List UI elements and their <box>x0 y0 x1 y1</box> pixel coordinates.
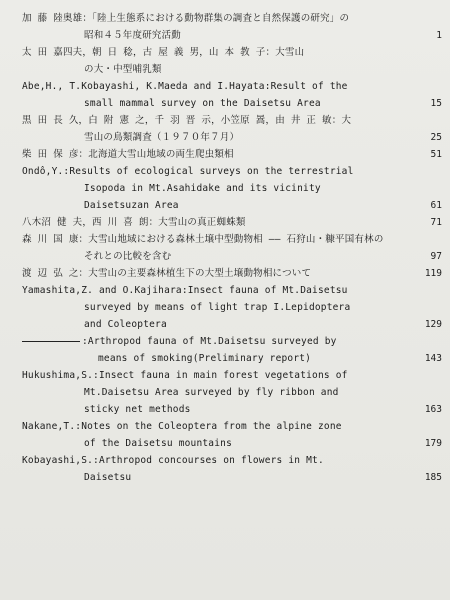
page-number: 97 <box>430 251 442 262</box>
entry-text: Yamashita,Z. and O.Kajihara:Insect fauna of Mt.Daisetsu <box>22 285 348 296</box>
entry-text: 八木沼 健 夫，西 川 喜 朗：大雪山の真正蜘蛛類 <box>22 217 246 228</box>
entry-text: and Coleoptera <box>84 319 167 330</box>
entry-heading-line <box>22 10 424 27</box>
entry-continuation-line <box>22 248 424 265</box>
entry-text: Nakane,T.:Notes on the Coleoptera from the alpine zone <box>22 421 342 432</box>
toc-entry <box>0 44 450 78</box>
entry-text: :Arthropod fauna of Mt.Daisetsu surveyed by <box>82 336 337 347</box>
entry-text: 柴 田 保 彦：北海道大雪山地域の両生爬虫類相 <box>22 149 234 160</box>
entry-text: Isopoda in Mt.Asahidake and its vicinity <box>84 183 321 194</box>
toc-entry <box>0 10 450 44</box>
entry-continuation-line <box>22 350 424 367</box>
entry-continuation-line <box>22 129 424 146</box>
page-number: 185 <box>424 472 442 483</box>
page-number: 25 <box>430 132 442 143</box>
entry-continuation-line <box>22 197 424 214</box>
toc-entry <box>0 265 450 282</box>
entry-text: それとの比較を含む <box>84 251 172 262</box>
toc-entry <box>0 418 450 452</box>
page-number: 143 <box>424 353 442 364</box>
entry-heading-line <box>22 146 424 163</box>
entry-heading-line <box>22 367 424 384</box>
entry-continuation-line <box>22 61 424 78</box>
entry-continuation-line <box>22 384 424 401</box>
page-number: 71 <box>430 217 442 228</box>
toc-entry <box>0 231 450 265</box>
entry-text: Mt.Daisetsu Area surveyed by fly ribbon and <box>84 387 339 398</box>
page-number: 1 <box>436 30 442 41</box>
entry-heading-line <box>22 231 424 248</box>
entry-text: Hukushima,S.:Insect fauna in main forest vegetations of <box>22 370 348 381</box>
page-number: 119 <box>424 268 442 279</box>
entry-text: Daisetsu <box>84 472 132 483</box>
page-number: 163 <box>424 404 442 415</box>
entry-heading-line <box>22 333 424 350</box>
same-author-dash <box>22 341 80 342</box>
entry-text: 加 藤 陸奥雄：「陸上生態系における動物群集の調査と自然保護の研究」の <box>22 13 350 24</box>
entry-text: of the Daisetsu mountains <box>84 438 232 449</box>
toc-entry <box>0 333 450 367</box>
entry-text: sticky net methods <box>84 404 191 415</box>
entry-text: 黒 田 長 久，白 附 憲 之，千 羽 晋 示，小笠原 暠，由 井 正 敏：大 <box>22 115 352 126</box>
entry-heading-line <box>22 282 424 299</box>
page-number: 51 <box>430 149 442 160</box>
entry-heading-line <box>22 78 424 95</box>
toc-entry <box>0 163 450 214</box>
toc-entry <box>0 452 450 486</box>
toc-entry <box>0 282 450 333</box>
toc-entry <box>0 78 450 112</box>
entry-text: Ondô,Y.:Results of ecological surveys on the terrestrial <box>22 166 354 177</box>
entry-heading-line <box>22 452 424 469</box>
entry-heading-line <box>22 112 424 129</box>
entry-continuation-line <box>22 95 424 112</box>
entry-text: surveyed by means of light trap I.Lepidoptera <box>84 302 351 313</box>
entry-text: Kobayashi,S.:Arthropod concourses on flowers in Mt. <box>22 455 324 466</box>
page-number: 179 <box>424 438 442 449</box>
entry-text: 渡 辺 弘 之：大雪山の主要森林植生下の大型土壌動物相について <box>22 268 312 279</box>
entry-continuation-line <box>22 27 424 44</box>
entry-continuation-line <box>22 316 424 333</box>
page-number: 15 <box>430 98 442 109</box>
toc-entry <box>0 367 450 418</box>
entry-heading-line <box>22 418 424 435</box>
entry-text: means of smoking(Preliminary report) <box>98 353 312 364</box>
entry-heading-line <box>22 44 424 61</box>
entry-continuation-line <box>22 401 424 418</box>
entry-text: Daisetsuzan Area <box>84 200 179 211</box>
entry-continuation-line <box>22 469 424 486</box>
page-number: 61 <box>430 200 442 211</box>
entry-continuation-line <box>22 299 424 316</box>
toc-entry <box>0 146 450 163</box>
entry-heading-line <box>22 265 424 282</box>
entry-text: Abe,H., T.Kobayashi, K.Maeda and I.Hayata:Result of the <box>22 81 348 92</box>
entry-continuation-line <box>22 435 424 452</box>
entry-continuation-line <box>22 180 424 197</box>
entry-text: 昭和４５年度研究活動 <box>84 30 182 41</box>
entry-text: small mammal survey on the Daisetsu Area <box>84 98 321 109</box>
entry-heading-line <box>22 214 424 231</box>
page-number: 129 <box>424 319 442 330</box>
entry-text: 雪山の鳥類調査（１９７０年７月） <box>84 132 240 143</box>
toc-entry <box>0 214 450 231</box>
entry-heading-line <box>22 163 424 180</box>
entry-text: の大・中型哺乳類 <box>84 64 162 75</box>
entry-text: 太 田 嘉四夫，朝 日 稔，古 屋 義 男，山 本 教 子：大雪山 <box>22 47 305 58</box>
entry-text: 森 川 国 康：大雪山地域における森林土壌中型動物相 ―― 石狩山・糠平国有林の <box>22 234 384 245</box>
toc-entry <box>0 112 450 146</box>
